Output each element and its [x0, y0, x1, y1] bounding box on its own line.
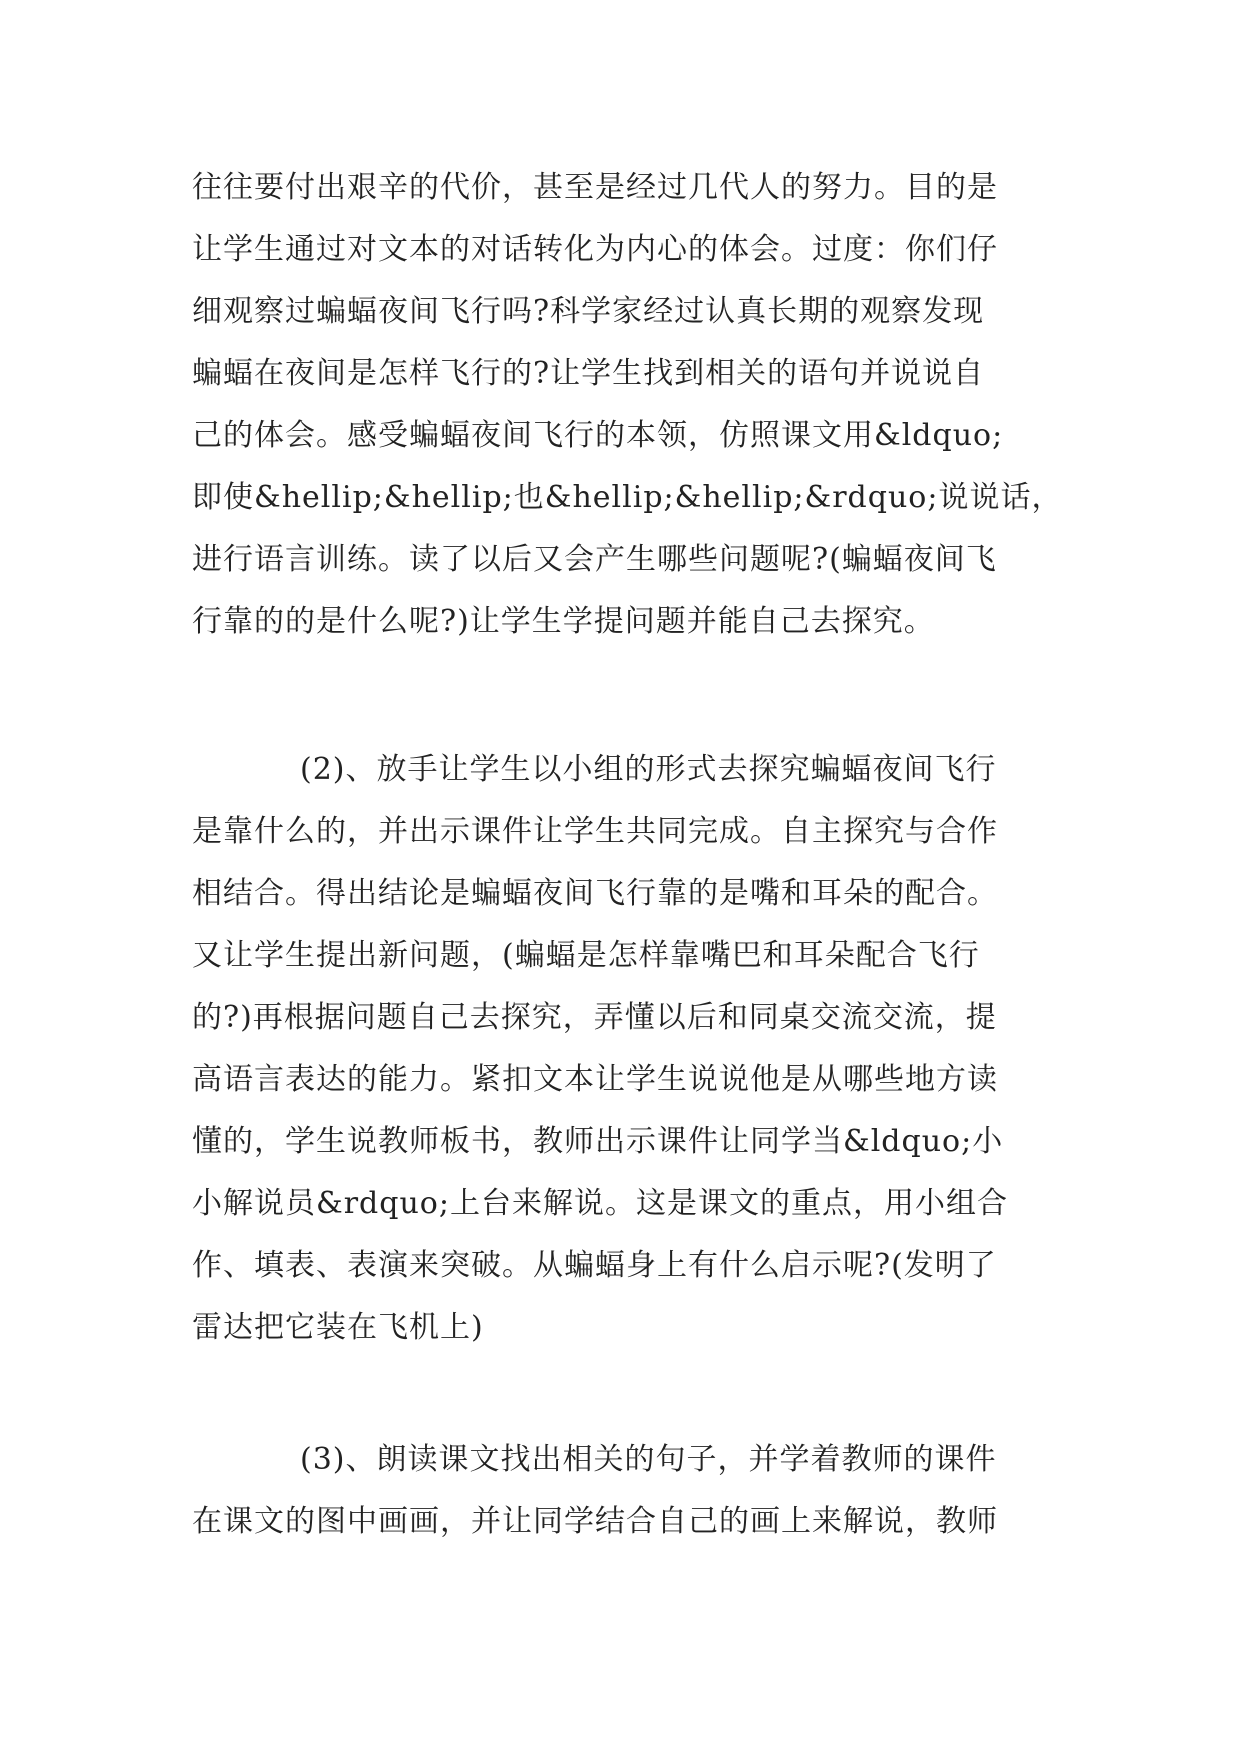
- text-line: 在课文的图中画画，并让同学结合自己的画上来解说，教师: [192, 1504, 998, 1539]
- text-line: 作、填表、表演来突破。从蝙蝠身上有什么启示呢?(发明了: [192, 1248, 997, 1283]
- text-line: 雷达把它装在飞机上): [192, 1310, 484, 1345]
- text-line: 进行语言训练。读了以后又会产生哪些问题呢?(蝙蝠夜间飞: [192, 542, 997, 577]
- text-line: (3)、朗读课文找出相关的句子，并学着教师的课件: [300, 1442, 997, 1477]
- paragraph-1: [192, 157, 1072, 653]
- text-line: 又让学生提出新问题，(蝙蝠是怎样靠嘴巴和耳朵配合飞行: [192, 938, 980, 973]
- text-line: 蝙蝠在夜间是怎样飞行的?让学生找到相关的语句并说说自: [192, 356, 985, 391]
- text-line: 是靠什么的，并出示课件让学生共同完成。自主探究与合作: [192, 814, 998, 849]
- text-line: 行靠的的是什么呢?)让学生学提问题并能自己去探究。: [192, 604, 935, 639]
- paragraph-2: [192, 739, 1072, 1359]
- text-line: 懂的，学生说教师板书，教师出示课件让同学当&ldquo;小: [192, 1124, 1004, 1159]
- text-line: 高语言表达的能力。紧扣文本让学生说说他是从哪些地方读: [192, 1062, 998, 1097]
- text-line: 小解说员&rdquo;上台来解说。这是课文的重点，用小组合: [192, 1186, 1008, 1221]
- text-line: 己的体会。感受蝙蝠夜间飞行的本领，仿照课文用&ldquo;: [192, 418, 1004, 453]
- text-line: 即使&hellip;&hellip;也&hellip;&hellip;&rdquo;说说话，: [192, 480, 1063, 515]
- text-line: 相结合。得出结论是蝙蝠夜间飞行靠的是嘴和耳朵的配合。: [192, 876, 998, 911]
- paragraph-3: [192, 1429, 1072, 1553]
- text-line: (2)、放手让学生以小组的形式去探究蝙蝠夜间飞行: [300, 752, 997, 787]
- text-line: 往往要付出艰辛的代价，甚至是经过几代人的努力。目的是: [192, 170, 998, 205]
- text-line: 的?)再根据问题自己去探究，弄懂以后和同桌交流交流，提: [192, 1000, 997, 1035]
- text-line: 细观察过蝙蝠夜间飞行吗?科学家经过认真长期的观察发现: [192, 294, 985, 329]
- text-line: 让学生通过对文本的对话转化为内心的体会。过度：你们仔: [192, 232, 998, 267]
